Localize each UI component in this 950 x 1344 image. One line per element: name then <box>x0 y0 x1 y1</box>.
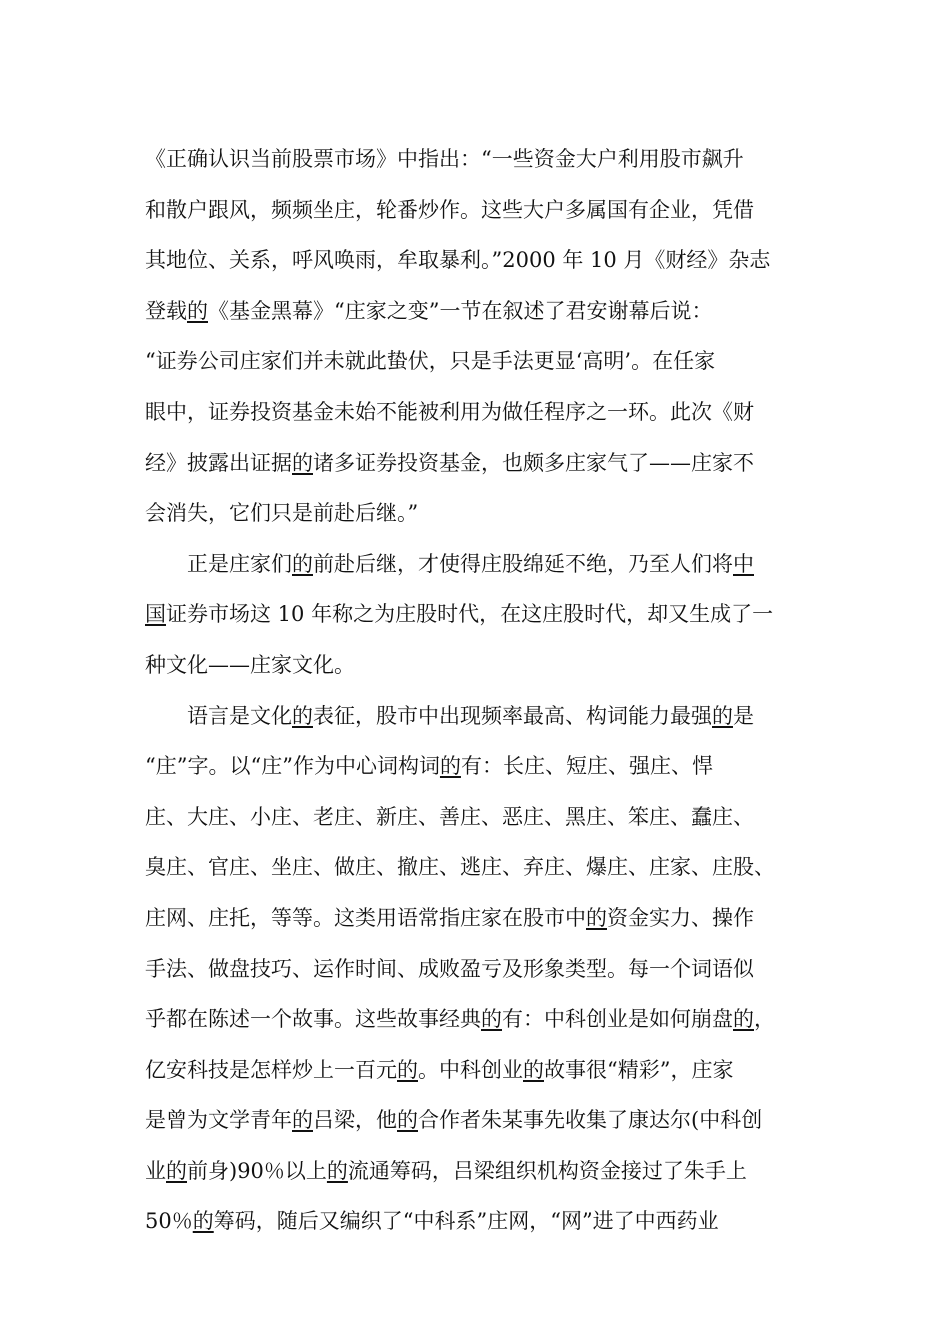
text-run: 证券市场这 10 年称之为庄股时代，在这庄股时代，却又生成了一 <box>166 602 774 627</box>
text-line <box>145 792 807 843</box>
text-run: 臭庄、官庄、坐庄、做庄、撤庄、逃庄、弃庄、爆庄、庄家、庄股、 <box>145 855 775 880</box>
underlined-text: 的 <box>292 1108 313 1133</box>
underlined-text: 的 <box>397 1057 418 1082</box>
text-line <box>145 1196 807 1247</box>
underlined-text: 的 <box>292 551 313 576</box>
text-run: 《基金黑幕》“庄家之变”一节在叙述了君安谢幕后说： <box>208 298 713 323</box>
text-run: 合作者朱某事先收集了康达尔(中科创 <box>418 1108 763 1133</box>
underlined-text: 的 <box>397 1108 418 1133</box>
underlined-text: 的 <box>192 1209 214 1234</box>
text-run: 资金实力、操作 <box>607 905 754 930</box>
text-line <box>145 134 807 185</box>
text-run: 种文化——庄家文化。 <box>145 652 355 677</box>
text-line <box>145 185 807 236</box>
text-line <box>145 387 807 438</box>
text-run: 和散户跟风，频频坐庄，轮番炒作。这些大户多属国有企业，凭借 <box>145 197 754 222</box>
underlined-text: 的 <box>481 1007 502 1032</box>
underlined-text: 的 <box>166 1158 187 1183</box>
underlined-text: 的 <box>523 1057 544 1082</box>
text-run: 正是庄家们 <box>187 551 292 576</box>
text-line <box>145 893 807 944</box>
text-run: 是 <box>733 703 754 728</box>
text-line <box>145 640 807 691</box>
text-run: 。中科创业 <box>418 1057 523 1082</box>
text-run: 表征，股市中出现频率最高、构词能力最强 <box>313 703 712 728</box>
text-line <box>145 842 807 893</box>
text-run: 前赴后继，才使得庄股绵延不绝，乃至人们将 <box>313 551 733 576</box>
text-run: 手法、做盘技巧、运作时间、成败盈亏及形象类型。每一个词语似 <box>145 956 754 981</box>
paragraph-first-line <box>145 691 807 742</box>
text-line <box>145 589 807 640</box>
underlined-text: 国 <box>145 602 166 627</box>
text-run: 语言是文化 <box>187 703 292 728</box>
text-line <box>145 336 807 387</box>
text-line <box>145 741 807 792</box>
text-run: 诸多证券投资基金，也颇多庄家气了——庄家不 <box>313 450 754 475</box>
underlined-text: 的 <box>439 754 461 779</box>
text-run: 眼中，证券投资基金未始不能被利用为做任程序之一环。此次《财 <box>145 399 754 424</box>
text-run: 登载 <box>145 298 187 323</box>
text-run: 流通筹码，吕梁组织机构资金接过了朱手上 <box>347 1158 747 1183</box>
text-run: 筹码，随后又编织了“中科系”庄网，“网”进了中西药业 <box>213 1209 719 1234</box>
text-line <box>145 944 807 995</box>
text-run: 业 <box>145 1158 166 1183</box>
text-run: 亿安科技是怎样炒上一百元 <box>145 1057 397 1082</box>
text-run: “庄”字。以“庄”作为中心词构词 <box>145 754 440 779</box>
paragraph-first-line <box>145 539 807 590</box>
text-line <box>145 1095 807 1146</box>
text-run: 前身)90％以上 <box>187 1158 327 1183</box>
underlined-text: 中 <box>733 551 754 576</box>
text-run: 50％ <box>145 1209 193 1234</box>
text-run: 庄、大庄、小庄、老庄、新庄、善庄、恶庄、黑庄、笨庄、蠢庄、 <box>145 804 754 829</box>
text-run: 其地位、关系，呼风唤雨，牟取暴利。”2000 年 10 月《财经》杂志 <box>145 248 771 273</box>
text-run: 庄网、庄托，等等。这类用语常指庄家在股市中 <box>145 905 586 930</box>
text-line <box>145 286 807 337</box>
text-line <box>145 1146 807 1197</box>
underlined-text: 的 <box>733 1007 754 1032</box>
underlined-text: 的 <box>326 1158 348 1183</box>
text-run: 《正确认识当前股票市场》中指出：“一些资金大户利用股市飙升 <box>145 147 744 171</box>
text-run: 有：长庄、短庄、强庄、悍 <box>460 754 713 779</box>
text-run: “证券公司庄家们并未就此蛰伏，只是手法更显‘高明’。在任家 <box>145 349 716 374</box>
underlined-text: 的 <box>712 703 733 728</box>
body-text <box>145 134 807 1247</box>
text-run: 会消失，它们只是前赴后继。” <box>145 501 419 526</box>
text-run: 吕梁，他 <box>313 1108 397 1133</box>
text-line <box>145 438 807 489</box>
text-line <box>145 1045 807 1096</box>
underlined-text: 的 <box>292 450 313 475</box>
text-line <box>145 488 807 539</box>
text-run: 经》披露出证据 <box>145 450 292 475</box>
text-line <box>145 235 807 286</box>
text-run: ， <box>754 1007 775 1032</box>
underlined-text: 的 <box>292 703 313 728</box>
text-line <box>145 994 807 1045</box>
underlined-text: 的 <box>586 905 607 930</box>
text-run: 有：中科创业是如何崩盘 <box>502 1007 733 1032</box>
text-run: 乎都在陈述一个故事。这些故事经典 <box>145 1007 481 1032</box>
text-run: 故事很“精彩”，庄家 <box>544 1057 734 1082</box>
text-run: 是曾为文学青年 <box>145 1108 292 1133</box>
underlined-text: 的 <box>187 298 208 323</box>
